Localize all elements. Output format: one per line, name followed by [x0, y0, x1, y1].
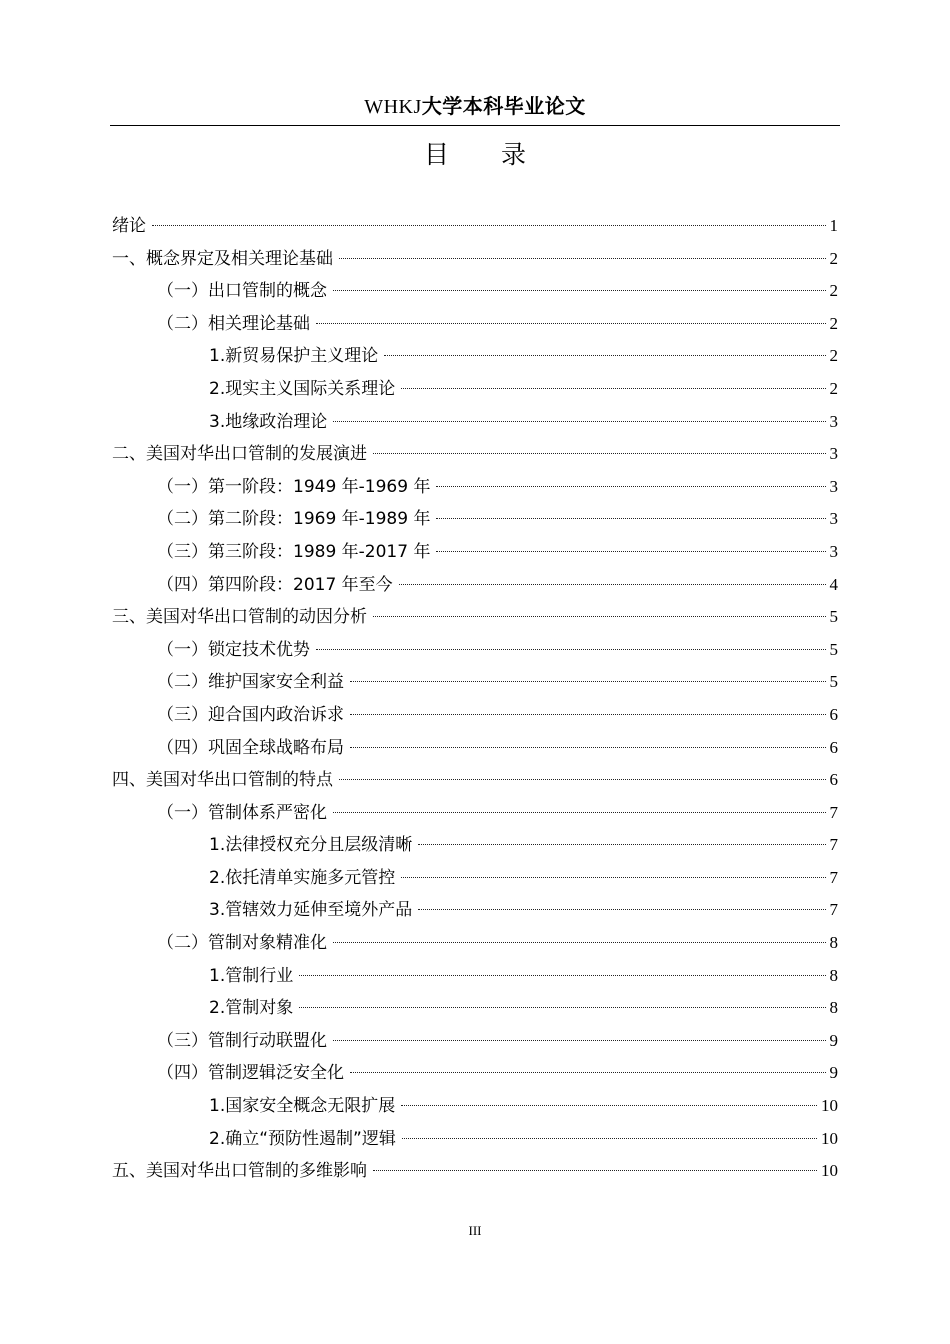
toc-entry[interactable] [112, 764, 838, 797]
toc-entry-title: 3.管辖效力延伸至境外产品 [209, 900, 413, 921]
toc-entry-page: 2 [829, 378, 838, 398]
dot-leader [418, 909, 825, 910]
dot-leader [401, 388, 825, 389]
toc-entry[interactable] [112, 1123, 838, 1156]
toc-entry[interactable] [112, 503, 838, 536]
toc-entry-title: （四）巩固全球战略布局 [157, 737, 344, 758]
dot-leader [299, 1007, 825, 1008]
toc-entry-page: 7 [829, 867, 838, 887]
toc-entry-page: 6 [829, 704, 838, 724]
toc-entry-title: 1.管制行业 [209, 965, 294, 986]
toc-entry[interactable] [112, 960, 838, 993]
toc-entry-title: （二）相关理论基础 [157, 313, 310, 334]
page-number: III [468, 1223, 482, 1238]
dot-leader [152, 225, 826, 226]
toc-entry[interactable] [112, 438, 838, 471]
dot-leader [350, 747, 826, 748]
toc-entry[interactable] [112, 1155, 838, 1188]
toc-entry[interactable] [112, 406, 838, 439]
toc-entry[interactable] [112, 732, 838, 765]
toc-entry-title: （三）管制行动联盟化 [157, 1030, 327, 1051]
toc-entry-title: 三、美国对华出口管制的动因分析 [112, 607, 367, 628]
dot-leader [401, 877, 825, 878]
header-school-code: WHKJ [364, 96, 422, 118]
toc-entry-title: 2.依托清单实施多元管控 [209, 867, 396, 888]
toc-entry-title: （二）第二阶段：1969 年-1989 年 [157, 509, 431, 530]
toc-entry[interactable] [112, 210, 838, 243]
header-rule [110, 125, 840, 126]
dot-leader [350, 714, 826, 715]
toc-entry[interactable] [112, 829, 838, 862]
toc-entry[interactable] [112, 1057, 838, 1090]
toc-entry-page: 6 [829, 737, 838, 757]
toc-entry-title: （一）第一阶段：1949 年-1969 年 [157, 476, 431, 497]
dot-leader [402, 1138, 817, 1139]
toc-entry-page: 7 [829, 802, 838, 822]
dot-leader [436, 486, 825, 487]
toc-entry-page: 9 [829, 1030, 838, 1050]
dot-leader [333, 812, 826, 813]
toc-entry[interactable] [112, 927, 838, 960]
toc-entry-page: 3 [829, 541, 838, 561]
toc-entry-title: （二）维护国家安全利益 [157, 672, 344, 693]
toc-entry-page: 6 [829, 770, 838, 790]
toc-entry-title: （三）迎合国内政治诉求 [157, 704, 344, 725]
toc-entry-page: 3 [829, 411, 838, 431]
toc-entry[interactable] [112, 243, 838, 276]
toc-entry[interactable] [112, 275, 838, 308]
dot-leader [373, 453, 826, 454]
dot-leader [350, 681, 826, 682]
toc-entry-page: 10 [821, 1161, 838, 1181]
dot-leader [339, 779, 826, 780]
toc-entry-page: 10 [821, 1128, 838, 1148]
dot-leader [373, 616, 826, 617]
toc-entry-title: （一）锁定技术优势 [157, 639, 310, 660]
toc-entry-title: （二）管制对象精准化 [157, 933, 327, 954]
toc-entry[interactable] [112, 666, 838, 699]
dot-leader [299, 975, 825, 976]
toc-entry-page: 8 [829, 933, 838, 953]
toc-entry-title: 2.管制对象 [209, 998, 294, 1019]
toc-entry-title: （四）管制逻辑泛安全化 [157, 1063, 344, 1084]
dot-leader [399, 584, 826, 585]
toc-entry-page: 8 [829, 998, 838, 1018]
toc-entry-page: 9 [829, 1063, 838, 1083]
toc-entry-title: （一）出口管制的概念 [157, 281, 327, 302]
toc-entry-page: 7 [829, 900, 838, 920]
toc-entry[interactable] [112, 536, 838, 569]
toc-entry-page: 4 [829, 574, 838, 594]
toc-entry-page: 7 [829, 835, 838, 855]
toc-entry-page: 10 [821, 1096, 838, 1116]
toc-entry[interactable] [112, 308, 838, 341]
dot-leader [436, 518, 825, 519]
toc-entry-page: 3 [829, 444, 838, 464]
dot-leader [401, 1105, 817, 1106]
toc-title: 目 录 [424, 140, 548, 169]
dot-leader [333, 942, 826, 943]
toc-entry[interactable] [112, 471, 838, 504]
toc-entry-page: 3 [829, 509, 838, 529]
toc-entry-title: 绪论 [112, 216, 146, 236]
toc-entry-title: （三）第三阶段：1989 年-2017 年 [157, 541, 431, 562]
dot-leader [350, 1072, 826, 1073]
dot-leader [373, 1170, 817, 1171]
toc-entry[interactable] [112, 634, 838, 667]
toc-entry-page: 2 [829, 281, 838, 301]
toc-entry[interactable] [112, 1090, 838, 1123]
toc-entry-page: 2 [829, 346, 838, 366]
toc-entry-title: 2.现实主义国际关系理论 [209, 378, 396, 399]
toc-entry-title: 一、概念界定及相关理论基础 [112, 248, 333, 269]
toc-entry[interactable] [112, 992, 838, 1025]
toc-entry[interactable] [112, 862, 838, 895]
toc-entry[interactable] [112, 340, 838, 373]
table-of-contents [112, 210, 838, 1188]
toc-entry-title: 1.法律授权充分且层级清晰 [209, 835, 413, 856]
dot-leader [316, 649, 826, 650]
toc-entry-page: 5 [829, 672, 838, 692]
toc-entry[interactable] [112, 569, 838, 602]
running-header [110, 92, 840, 121]
toc-entry-title: （四）第四阶段：2017 年至今 [157, 574, 393, 595]
dot-leader [436, 551, 825, 552]
toc-entry[interactable] [112, 601, 838, 634]
toc-entry-title: 2.确立“预防性遏制”逻辑 [209, 1128, 396, 1149]
toc-entry[interactable] [112, 373, 838, 406]
toc-entry-title: 五、美国对华出口管制的多维影响 [112, 1161, 367, 1182]
toc-entry-title: （一）管制体系严密化 [157, 802, 327, 823]
toc-entry-page: 1 [829, 216, 838, 235]
toc-entry[interactable] [112, 894, 838, 927]
toc-entry-page: 3 [829, 476, 838, 496]
dot-leader [333, 290, 826, 291]
dot-leader [333, 421, 825, 422]
toc-entry[interactable] [112, 699, 838, 732]
dot-leader [339, 258, 826, 259]
dot-leader [316, 323, 826, 324]
dot-leader [333, 1040, 826, 1041]
toc-entry-page: 8 [829, 965, 838, 985]
dot-leader [384, 355, 825, 356]
toc-entry-title: 1.新贸易保护主义理论 [209, 346, 379, 367]
toc-entry-title: 3.地缘政治理论 [209, 411, 328, 432]
header-title: 大学本科毕业论文 [421, 94, 586, 118]
toc-entry-page: 5 [829, 639, 838, 659]
toc-entry[interactable] [112, 1025, 838, 1058]
toc-entry[interactable] [112, 797, 838, 830]
toc-entry-page: 2 [829, 248, 838, 268]
dot-leader [418, 844, 825, 845]
toc-entry-title: 二、美国对华出口管制的发展演进 [112, 444, 367, 465]
toc-entry-page: 2 [829, 313, 838, 333]
toc-entry-title: 1.国家安全概念无限扩展 [209, 1096, 396, 1117]
toc-entry-page: 5 [829, 607, 838, 627]
toc-entry-title: 四、美国对华出口管制的特点 [112, 770, 333, 791]
